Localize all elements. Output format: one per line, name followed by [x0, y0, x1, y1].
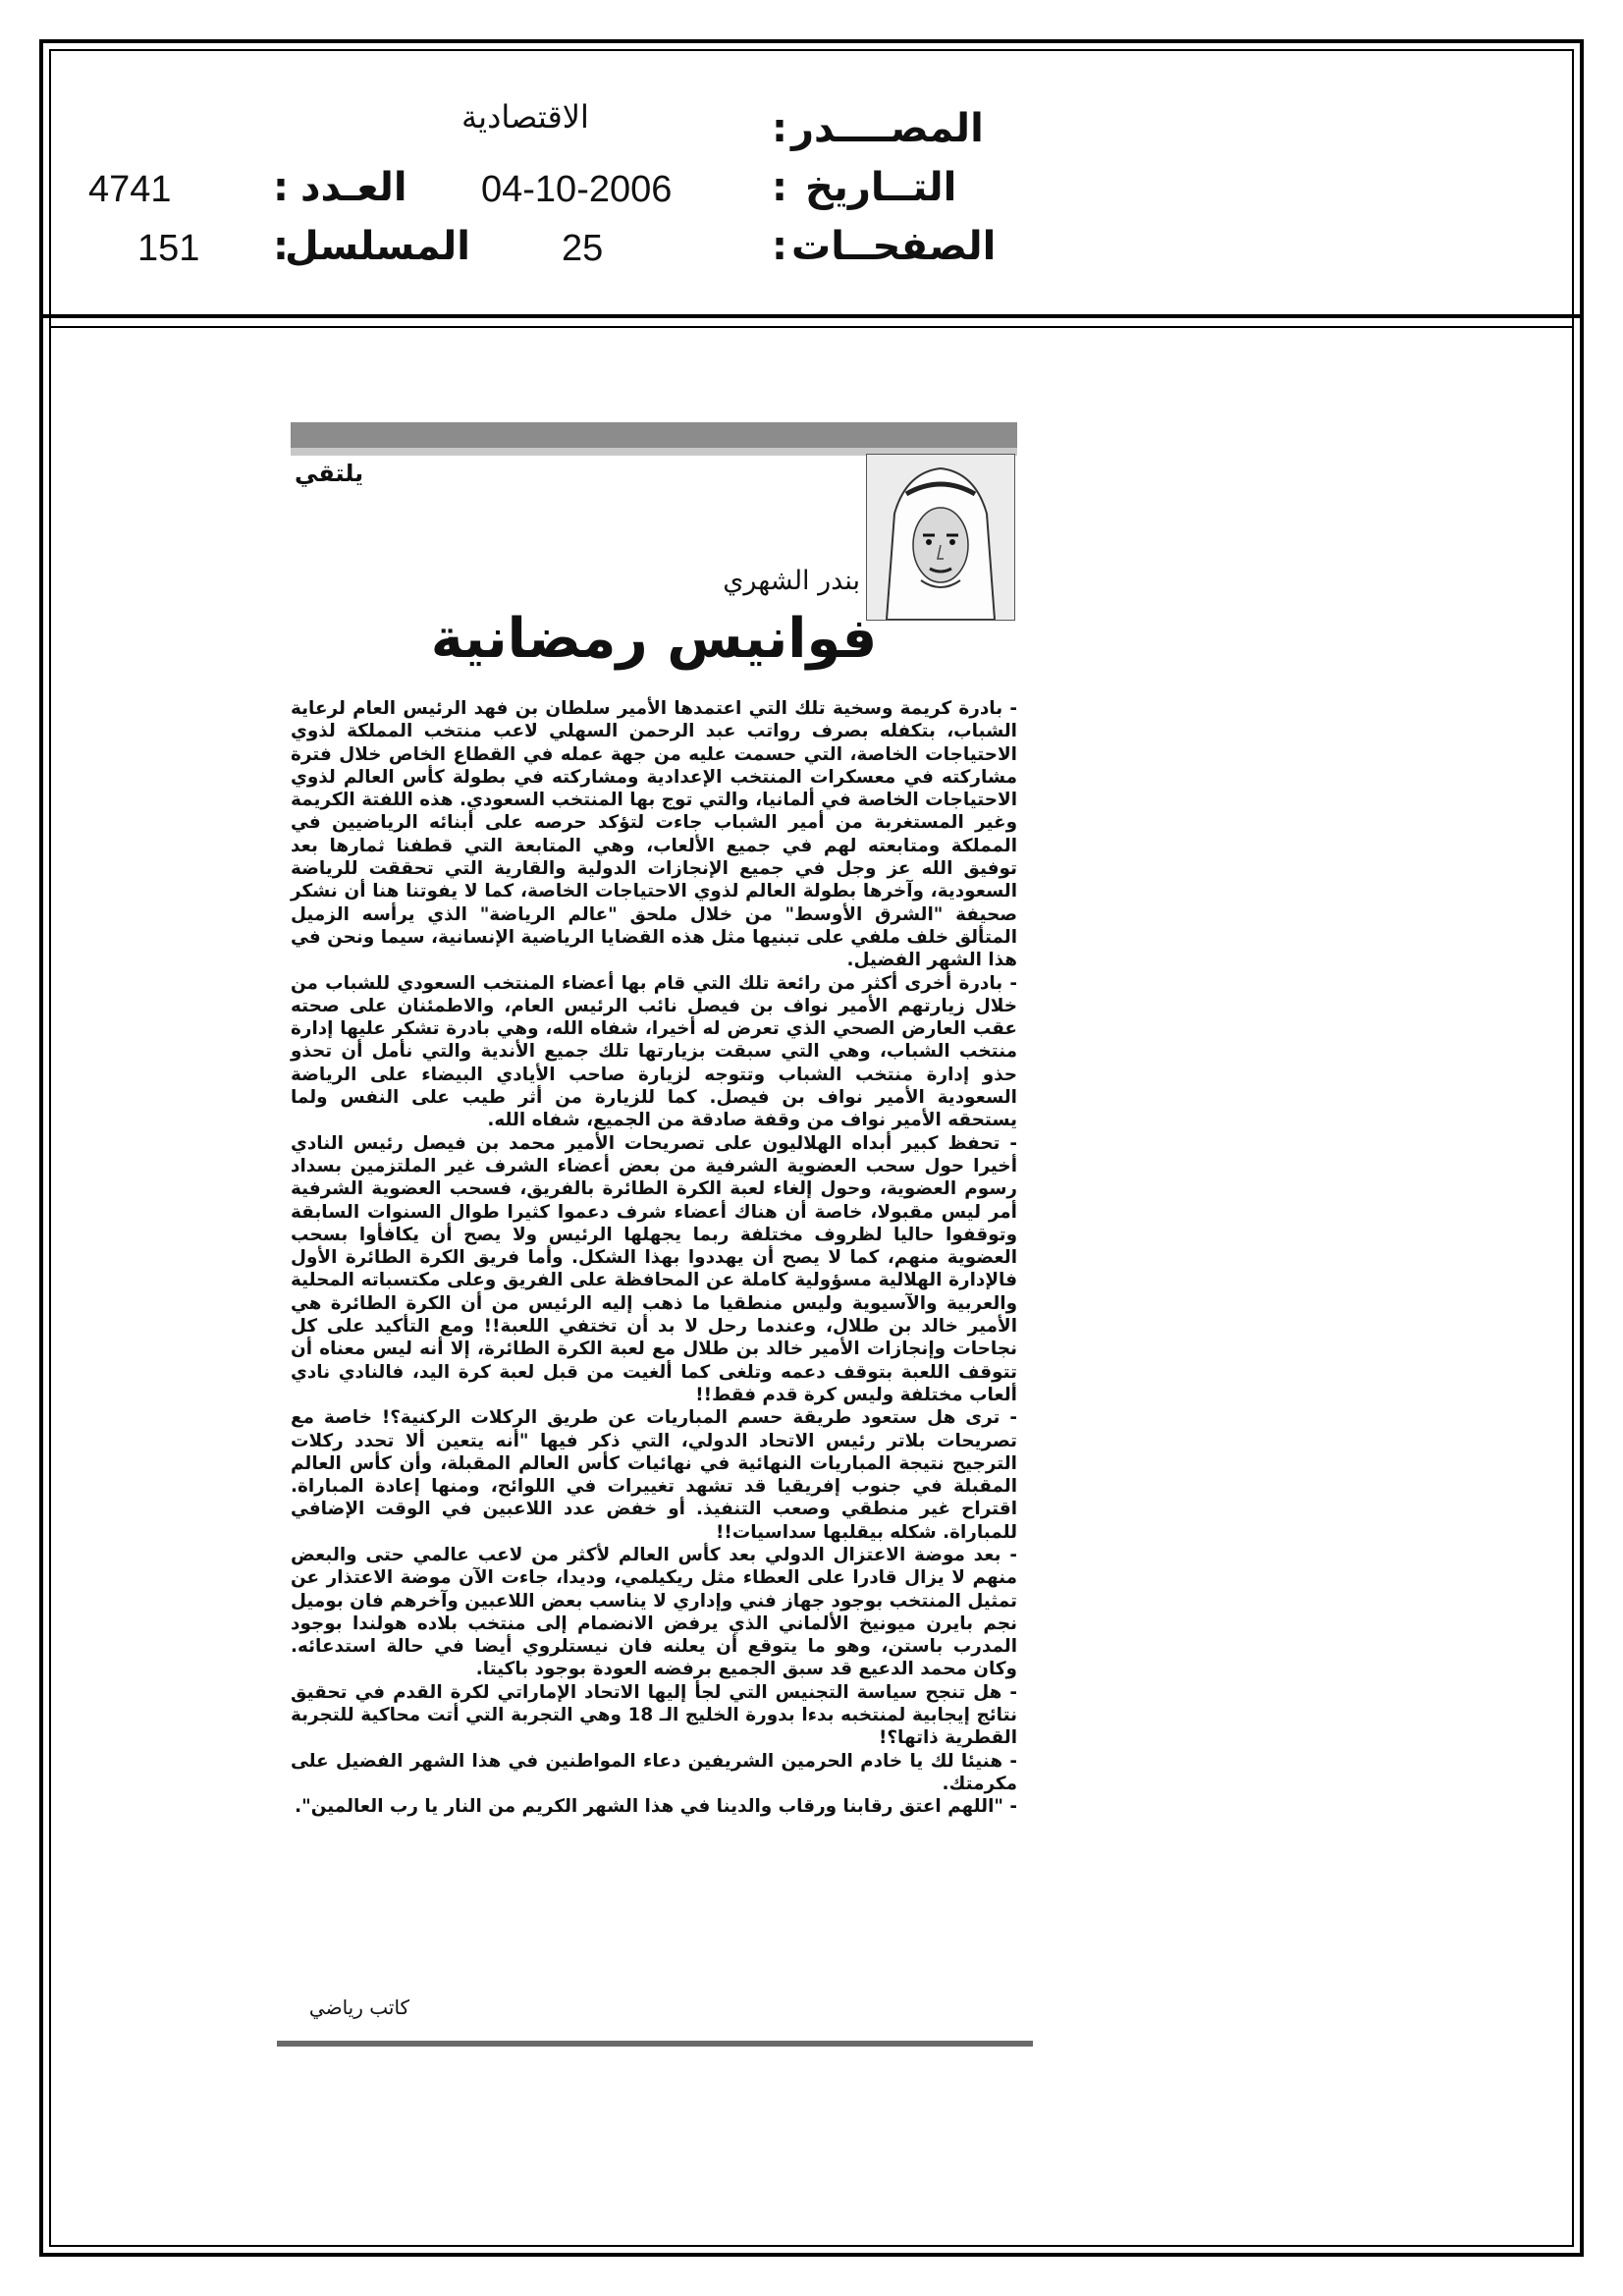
source-label: المصــــدر [791, 106, 984, 151]
serial-label: المسلسل [285, 224, 470, 269]
author-photo [866, 454, 1015, 621]
newspaper-clipping [291, 422, 1017, 2052]
author-signature: كاتب رياضي [308, 1995, 410, 2019]
date-colon: : [772, 165, 787, 210]
article-paragraph: - "اللهم اعتق رقابنا ورقاب والدينا في هذا الشهر الكريم من النار يا رب العالمين". [295, 1796, 1017, 1818]
article-paragraph: - ترى هل ستعود طريقة حسم المباريات عن طريق الركلات الركنية؟! خاصة مع تصريحات بلاتر رئيس الاتحاد الدولي، التي ذكر فيها "أنه يتعين ألا تحدد ركلات الترجيح نتيجة المباريات النهائية في نهائيات كأس العالم المقبلة، وأن كأس العالم المقبلة في جنوب إفريقيا قد تشهد تغييرات في اللوائح، ومنها إعادة المباراة. اقتراح غير منطقي وصعب التنفيذ. أو خفض عدد اللاعبين في الوقت الإضافي للمباراة. شكله بيقلبها سداسيات!! [291, 1407, 1017, 1543]
serial-colon: : [273, 224, 289, 269]
serial-value: 151 [137, 228, 200, 269]
pages-value: 25 [562, 228, 604, 269]
source-colon: : [772, 106, 787, 151]
date-label: التــاريخ [805, 165, 957, 210]
pages-label: الصفحــات [791, 224, 997, 269]
source-value: الاقتصادية [461, 98, 589, 136]
author-portrait-icon [867, 455, 1014, 620]
issue-colon: : [273, 165, 289, 210]
column-name: يلتقي [295, 460, 364, 487]
header-divider [39, 314, 1584, 318]
author-name: بندر الشهري [723, 566, 860, 596]
article-paragraph: - بادرة كريمة وسخية تلك التي اعتمدها الأمير سلطان بن فهد الرئيس العام لرعاية الشباب، بتكفله بصرف رواتب عبد الرحمن السهلي لاعب منتخب المملكة لذوي الاحتياجات الخاصة، التي حسمت عليه من جهة عمله في القطاع الخاص خلال فترة مشاركته في معسكرات المنتخب الإعدادية ومشاركته في بطولة كأس العالم لذوي الاحتياجات الخاصة في ألمانيا، والتي توج بها المنتخب السعودي. هذه اللفتة الكريمة وغير المستغربة من أمير الشباب جاءت لتؤكد حرصه على أبنائه الرياضيين في المملكة ومتابعته لهم في جميع الألعاب، وهي المتابعة التي قطفنا ثمارها بعد توفيق الله عز وجل في جميع الإنجازات الدولية والقارية التي تحققت للرياضة السعودية، وآخرها بطولة العالم لذوي الاحتياجات الخاصة، كما لا يفوتنا هنا أن نشكر صحيفة "الشرق الأوسط" من خلال ملحق "عالم الرياضة" الذي يرأسه الزميل المتألق خلف ملفي على تبنيها مثل هذه القضايا الرياضية الإنسانية، سيما ونحن في هذا الشهر الفضيل. [291, 698, 1017, 971]
article-paragraph: - هل تنجح سياسة التجنيس التي لجأ إليها الاتحاد الإماراتي لكرة القدم في تحقيق نتائج إيجابية لمنتخبه بدءا بدورة الخليج الـ 18 وهي التجربة التي أتت محاكية للتجربة القطرية ذاتها؟! [291, 1681, 1018, 1749]
article-headline: فوانيس رمضانية [430, 607, 878, 671]
article-paragraph: - بادرة أخرى أكثر من رائعة تلك التي قام بها أعضاء المنتخب السعودي للشباب من خلال زيارتهم الأمير نواف بن فيصل نائب الرئيس العام، والاطمئنان على صحته عقب العارض الصحي الذي تعرض له أخيرا، شفاه الله، وهي بادرة تشكر عليها إدارة منتخب الشباب، وهي التي سبقت بزيارتها تلك جميع الأندية والتي نأمل أن تحذو حذو إدارة منتخب الشباب وتتوجه لزيارة صاحب الأيادي البيضاء على الرياضة السعودية الأمير نواف بن فيصل. كما للزيارة من أثر طيب على النفس ولما يستحقه الأمير نواف من وقفة صادقة من الجميع، شفاه الله. [291, 972, 1017, 1131]
clipping-top-bar [291, 422, 1017, 448]
date-value: 04-10-2006 [481, 169, 673, 210]
article-paragraph: - بعد موضة الاعتزال الدولي بعد كأس العالم لأكثر من لاعب عالمي حتى والبعض منهم لا يزال قادرا على العطاء مثل ريكيلمي، وديدا، جاءت الآن موضة الاعتذار عن تمثيل المنتخب بوجود جهاز فني وإداري لا يناسب بعض اللاعبين وآخرهم فان بوميل نجم بايرن ميونيخ الألماني الذي يرفض الانضمام إلى منتخب بلاده هولندا بوجود المدرب باستن، وهو ما يتوقع أن يعلنه فان نيستلروي أيضا في حالة استدعائه. وكان محمد الدعيع قد سبق الجميع برفضه العودة بوجود باكيتا. [291, 1544, 1017, 1680]
issue-value: 4741 [88, 169, 172, 210]
article-paragraph: - تحفظ كبير أبداه الهلاليون على تصريحات الأمير محمد بن فيصل رئيس النادي أخيرا حول سحب العضوية الشرفية من بعض أعضاء الشرف غير الملتزمين بسداد رسوم العضوية، وحول إلغاء لعبة الكرة الطائرة بالفريق، فسحب العضوية الشرفية أمر ليس مقبولا، خاصة أن هناك أعضاء شرف دعموا كثيرا طوال السنوات السابقة وتوقفوا حاليا لظروف مختلفة ربما يجهلها الرئيس ولا يصح أن يكافأوا بسحب العضوية منهم، كما لا يصح أن يهددوا بهذا الشكل. وأما فريق الكرة الطائرة الأول فالإدارة الهلالية مسؤولية كاملة عن المحافظة على الفريق وعلى مكتسباته المحلية والعربية والآسيوية وليس منطقيا ما ذهب إليه الرئيس من أن الكرة الطائرة هي الأمير خالد بن طلال، وعندما رحل لا بد أن تختفي اللعبة!! ومع التأكيد على كل نجاحات وإنجازات الأمير خالد بن طلال مع لعبة الكرة الطائرة، إلا أنه ليس معناه أن تتوقف اللعبة بتوقف دعمه وتلغى كما ألغيت من قبل لعبة كرة اليد، فالنادي نادي ألعاب مختلفة وليس كرة قدم فقط!! [291, 1132, 1017, 1405]
pages-colon: : [772, 224, 787, 269]
clipping-bottom-rule [277, 2041, 1033, 2047]
article-body [291, 697, 1017, 1819]
header-divider-inner [49, 326, 1574, 328]
issue-label: العـدد [300, 165, 407, 210]
article-paragraph: - هنيئا لك يا خادم الحرمين الشريفين دعاء المواطنين في هذا الشهر الفضيل على مكرمتك. [291, 1750, 1017, 1794]
